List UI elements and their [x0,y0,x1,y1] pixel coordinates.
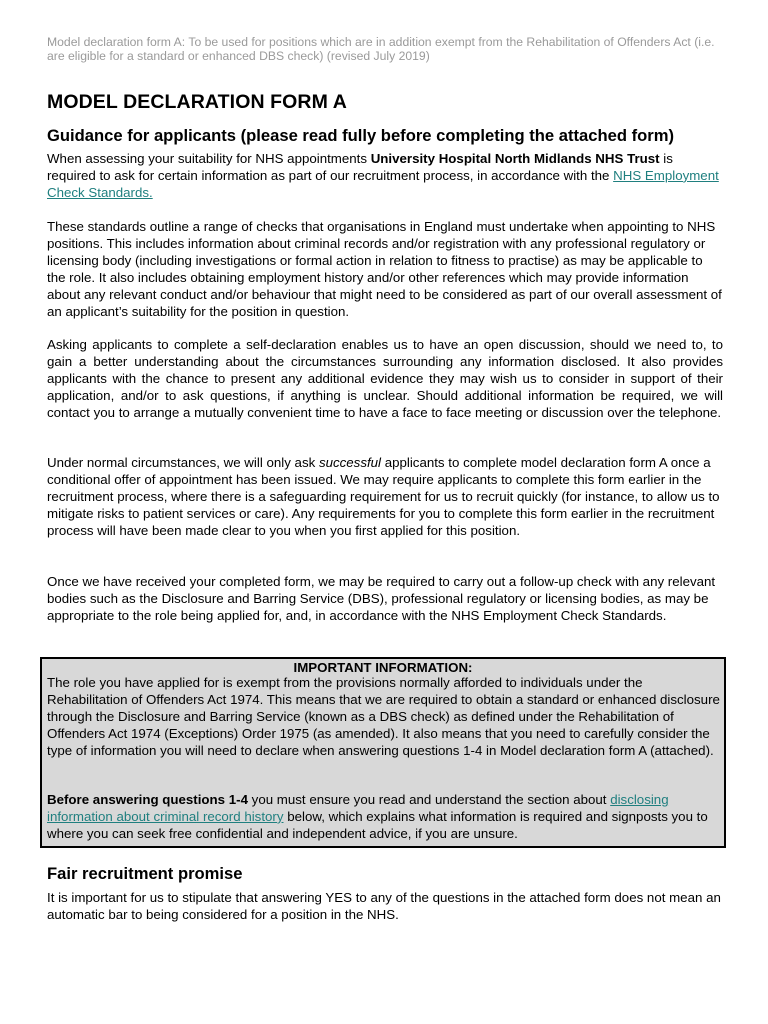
guidance-paragraph-5: Once we have received your completed form, we may be required to carry out a follow-up check with any relevant bodies such as the Disclosure and Barring Service (DBS), professional regulatory or licensing bodies, as may be appropriate to the role being applied for, and, in accordance with the NHS Employment Check Standards. [47,574,716,623]
p1-text-after: is required to ask for certain information as part of our recruitment process, in accordance with the [47,151,673,183]
header-note: Model declaration form A: To be used for positions which are in addition exempt from the Rehabilitation of Offenders Act (i.e. are eligible for a standard or enhanced DBS check) (revised July 2019) [47,35,715,63]
fair-recruitment-paragraph: It is important for us to stipulate that answering YES to any of the questions in the attached form does not mean an automatic bar to being considered for a position in the NHS. [47,890,721,922]
trust-name: University Hospital North Midlands NHS Trust [370,151,660,166]
p2-text-after: below, which explains what information is required and signposts you to where you can seek free confidential and independent advice, if you are unsure. [47,808,708,841]
p2-bold: Before answering questions 1-4 [47,792,248,807]
important-paragraph-2 [47,792,721,843]
guidance-paragraph-2: These standards outline a range of checks that organisations in England must undertake when appointing to NHS positions. This includes information about criminal records and/or registration with any professional regulatory or licensing body (including investigations or formal action in relation to fitness to practise) as may be applicable to the role. It also includes obtaining employment history and/or other references which may provide information about any relevant conduct and/or behaviour that might need to be considered as part of our overall assessment of an applicant’s suitability for the position in question. [47,219,722,319]
p4-italic: successful [318,455,382,470]
p2-text-before: you must ensure you read and understand the section about [247,792,611,807]
p1-text-before: When assessing your suitability for NHS appointments [47,151,371,166]
nhs-employment-check-standards-link[interactable]: NHS Employment Check Standards. [47,167,719,200]
guidance-paragraph-1 [47,151,723,202]
important-information-box [40,657,726,848]
guidance-paragraph-3: Asking applicants to complete a self-declaration enables us to have an open discussion, should we need to, to gain a better understanding about the circumstances surrounding any information disclosed. It also provides applicants with the chance to present any additional evidence they may wish us to consider in support of their application, and/or to ask questions, if anything is unclear. Should additional information be required, we will contact you to arrange a mutually convenient time to have a face to face meeting or discussion over the telephone. [47,337,723,420]
p4-text-after: applicants to complete model declaration form A once a conditional offer of appointment has been issued. We may require applicants to complete this form earlier in the recruitment process, where there is a safeguarding requirement for us to recruit quickly (for instance, to allow us to mitigate risks to patient services or care). Any requirements for you to complete this form earlier in the recruitment process will have been made clear to you when you first applied for this position. [47,455,720,538]
guidance-heading: Guidance for applicants (please read fully before completing the attached form) [47,126,674,145]
disclosing-criminal-record-link[interactable]: disclosing information about criminal record history [47,792,669,824]
p4-text-before: Under normal circumstances, we will only ask [47,455,319,470]
guidance-paragraph-4 [47,455,723,540]
page-title: MODEL DECLARATION FORM A [47,91,347,113]
important-information-title: IMPORTANT INFORMATION: [293,660,473,675]
fair-recruitment-heading: Fair recruitment promise [47,864,243,883]
important-paragraph-1: The role you have applied for is exempt from the provisions normally afforded to individuals under the Rehabilitation of Offenders Act 1974. This means that we are required to obtain a standard or enhanced disclosure through the Disclosure and Barring Service (known as a DBS check) as defined under the Rehabilitation of Offenders Act 1974 (Exceptions) Order 1975 (as amended). It also means that you need to carefully consider the type of information you will need to declare when answering questions 1-4 in Model declaration form A (attached). [47,675,720,758]
